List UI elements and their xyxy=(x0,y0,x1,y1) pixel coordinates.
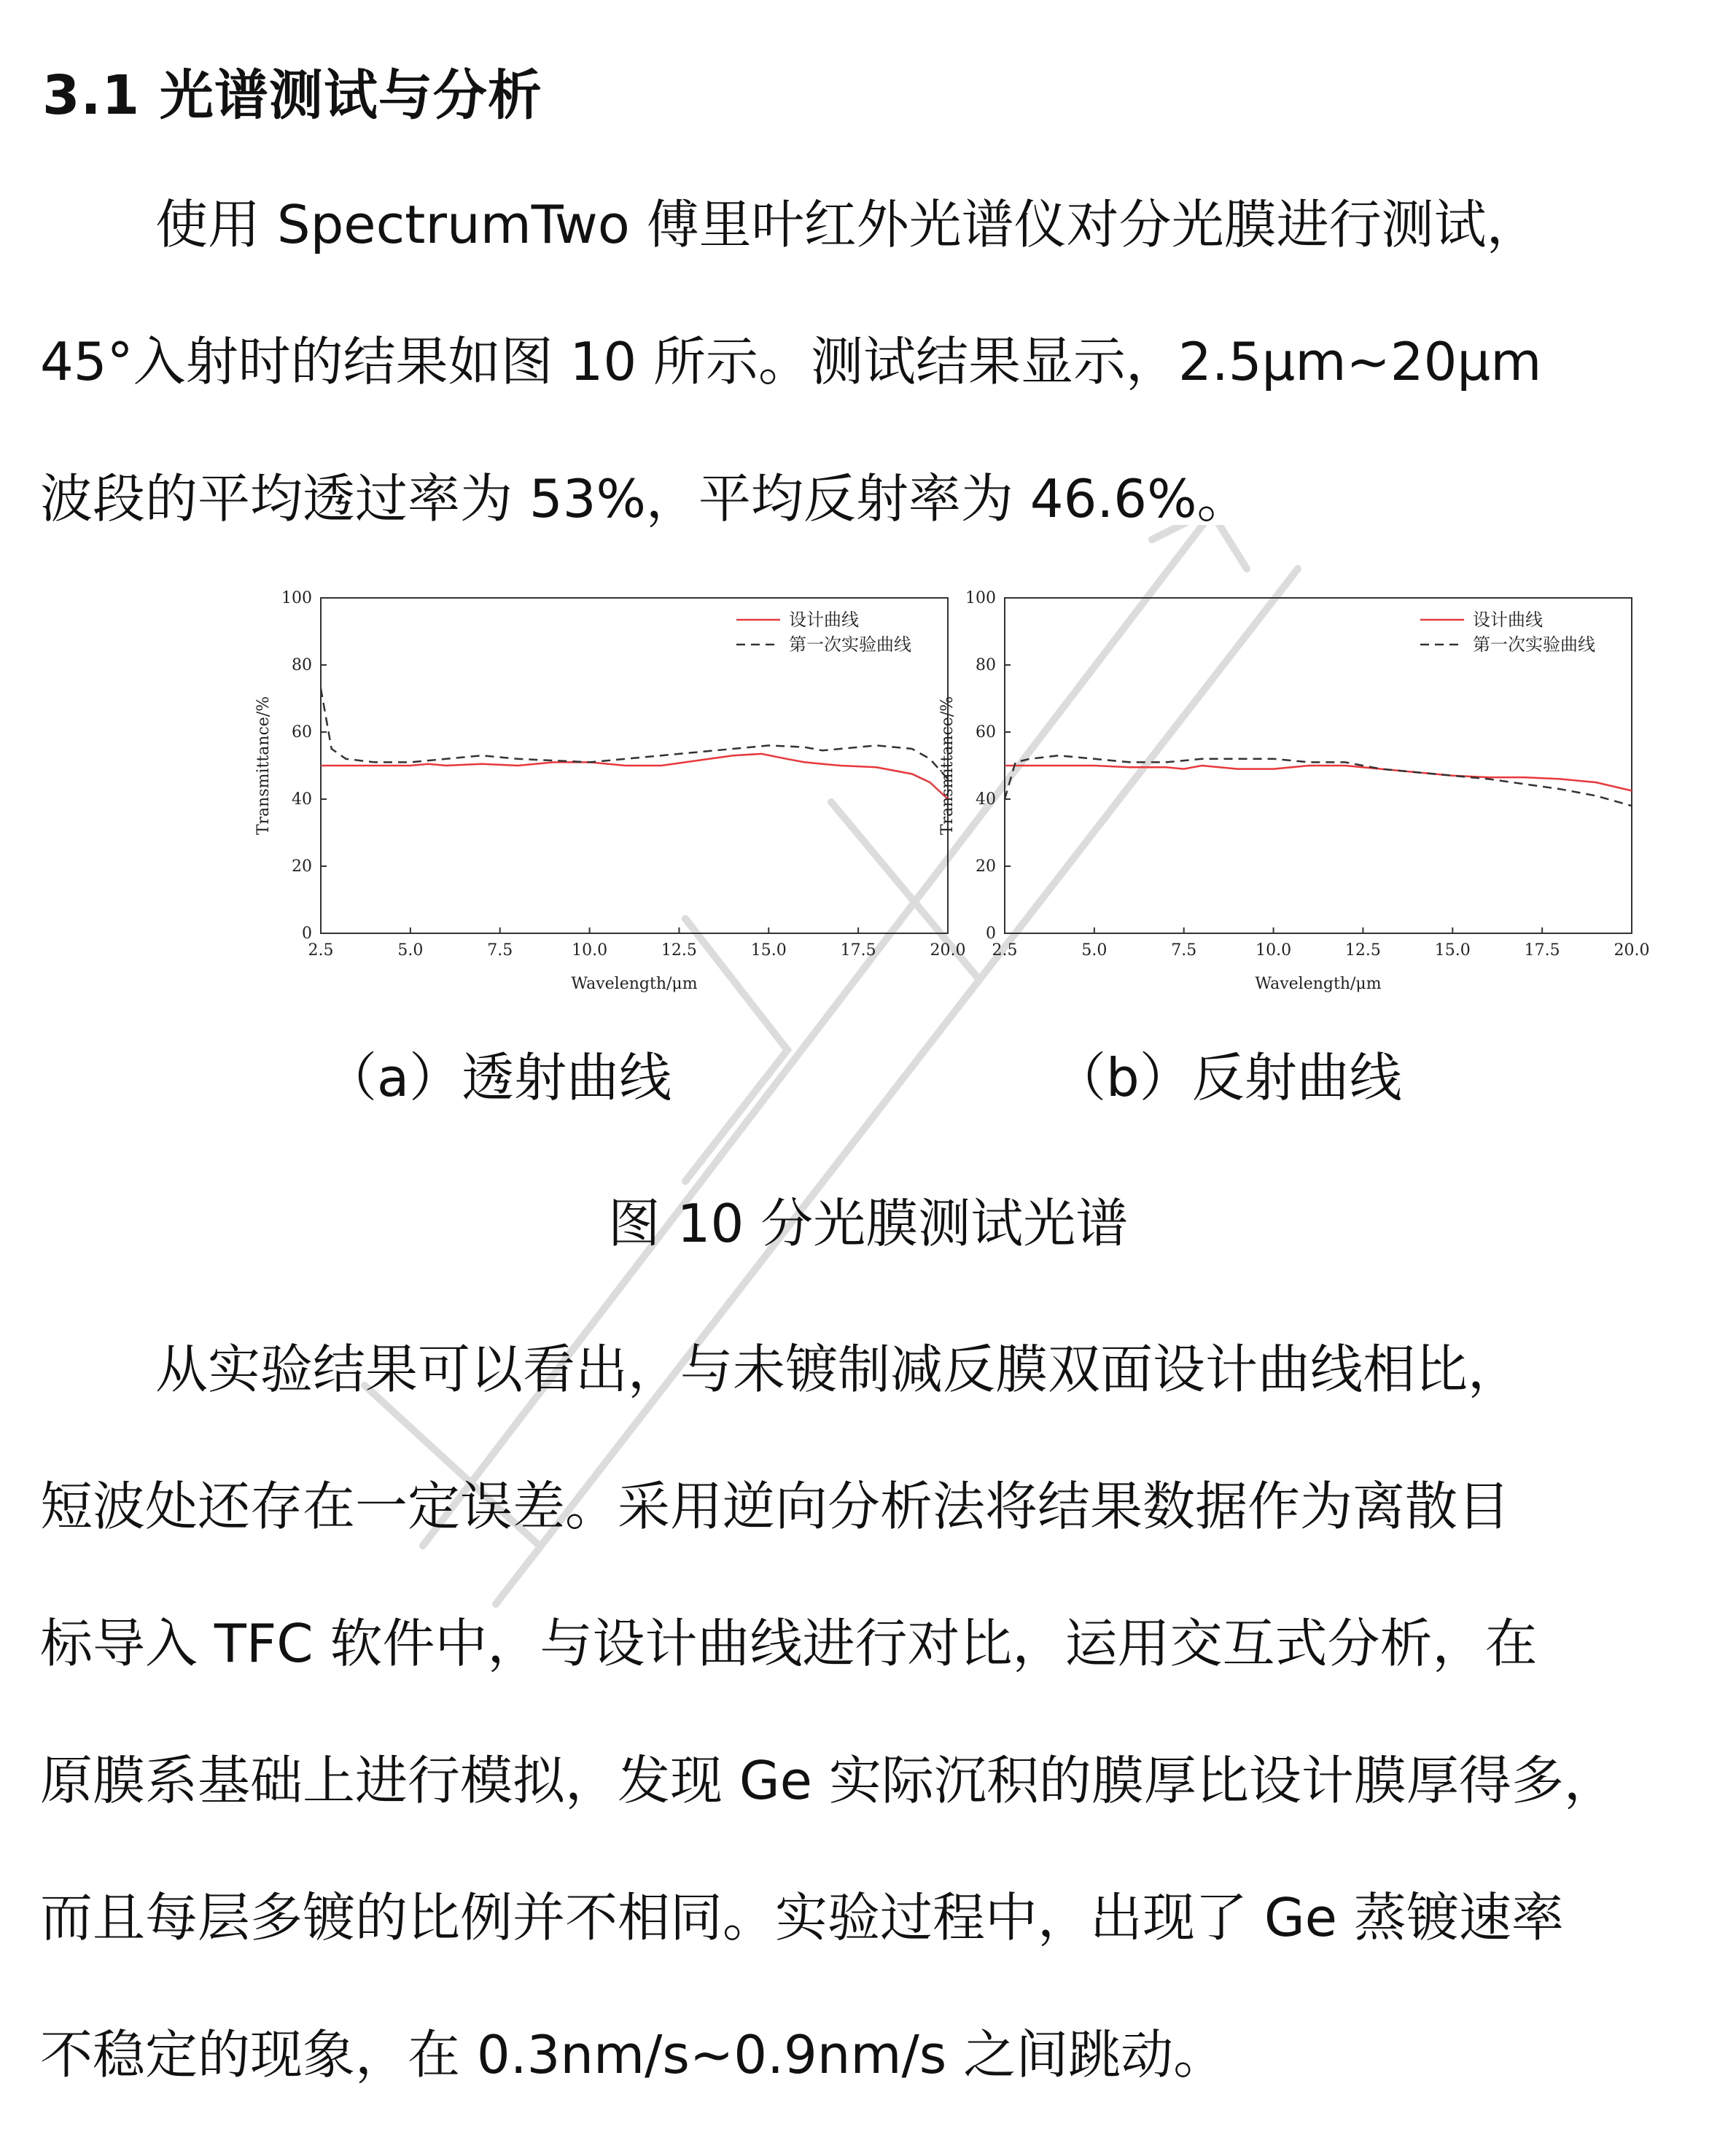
paragraph-line: 从实验结果可以看出，与未镀制减反膜双面设计曲线相比， xyxy=(155,1339,1521,1400)
x-tick-label: 5.0 xyxy=(1081,941,1108,960)
x-tick-label: 17.5 xyxy=(840,941,876,960)
x-axis-label: Wavelength/μm xyxy=(1255,975,1382,993)
paragraph-line: 标导入 TFC 软件中，与设计曲线进行对比，运用交互式分析，在 xyxy=(40,1613,1538,1674)
x-axis-label: Wavelength/μm xyxy=(571,975,698,993)
legend-label: 第一次实验曲线 xyxy=(1473,634,1595,655)
paragraph-line: 原膜系基础上进行模拟，发现 Ge 实际沉积的膜厚比设计膜厚得多， xyxy=(40,1750,1616,1811)
paragraph-line: 而且每层多镀的比例并不相同。实验过程中，出现了 Ge 蒸镀速率 xyxy=(40,1887,1564,1948)
paragraph-line: 波段的平均透过率为 53%，平均反射率为 46.6%。 xyxy=(40,468,1250,529)
y-tick-label: 40 xyxy=(292,790,312,809)
paragraph-line: 使用 SpectrumTwo 傅里叶红外光谱仪对分光膜进行测试， xyxy=(155,194,1539,255)
y-tick-label: 80 xyxy=(976,656,996,674)
figure-caption: 图 10 分光膜测试光谱 xyxy=(607,1193,1129,1254)
chart-reflection xyxy=(925,569,1661,1006)
x-tick-label: 7.5 xyxy=(487,941,513,960)
legend-label: 第一次实验曲线 xyxy=(789,634,911,655)
paragraph-intro xyxy=(40,156,1695,567)
y-axis-label: Transmittance/% xyxy=(254,696,273,836)
x-tick-label: 15.0 xyxy=(750,941,787,960)
y-tick-label: 60 xyxy=(292,723,312,742)
x-tick-label: 12.5 xyxy=(661,941,697,960)
subcaption-a: （a）透射曲线 xyxy=(324,1047,672,1108)
x-tick-label: 7.5 xyxy=(1171,941,1197,960)
x-tick-label: 10.0 xyxy=(572,941,608,960)
paragraph-line: 45°入射时的结果如图 10 所示。测试结果显示，2.5μm~20μm xyxy=(40,331,1542,392)
x-tick-label: 5.0 xyxy=(397,941,424,960)
y-tick-label: 80 xyxy=(292,656,312,674)
chart-transmission-svg xyxy=(241,569,977,1006)
y-tick-label: 0 xyxy=(302,925,312,943)
y-tick-label: 20 xyxy=(292,857,312,876)
y-tick-label: 40 xyxy=(976,790,996,809)
chart-transmission xyxy=(241,569,977,1006)
y-tick-label: 20 xyxy=(976,857,996,876)
series-line-experiment xyxy=(1005,755,1632,806)
x-tick-label: 10.0 xyxy=(1256,941,1292,960)
y-tick-label: 0 xyxy=(986,925,996,943)
paragraph-analysis xyxy=(40,1301,1695,2123)
x-tick-label: 2.5 xyxy=(308,941,334,960)
section-heading: 3.1 光谱测试与分析 xyxy=(42,64,542,127)
series-line-design xyxy=(321,754,948,799)
x-tick-label: 2.5 xyxy=(992,941,1018,960)
x-tick-label: 12.5 xyxy=(1344,941,1381,960)
x-tick-label: 17.5 xyxy=(1524,941,1560,960)
legend-label: 设计曲线 xyxy=(789,610,859,630)
y-axis-label: Transmittance/% xyxy=(938,696,957,836)
x-tick-label: 20.0 xyxy=(930,941,966,960)
paragraph-line: 短波处还存在一定误差。采用逆向分析法将结果数据作为离散目 xyxy=(40,1476,1511,1537)
series-line-design xyxy=(1005,766,1632,791)
legend-label: 设计曲线 xyxy=(1473,610,1543,630)
chart-reflection-svg xyxy=(925,569,1661,1006)
y-tick-label: 100 xyxy=(965,589,996,607)
x-tick-label: 20.0 xyxy=(1614,941,1650,960)
y-tick-label: 60 xyxy=(976,723,996,742)
x-tick-label: 15.0 xyxy=(1434,941,1471,960)
paragraph-line: 不稳定的现象，在 0.3nm/s~0.9nm/s 之间跳动。 xyxy=(40,2024,1226,2085)
y-tick-label: 100 xyxy=(281,589,312,607)
subcaption-b: （b）反射曲线 xyxy=(1054,1047,1402,1108)
